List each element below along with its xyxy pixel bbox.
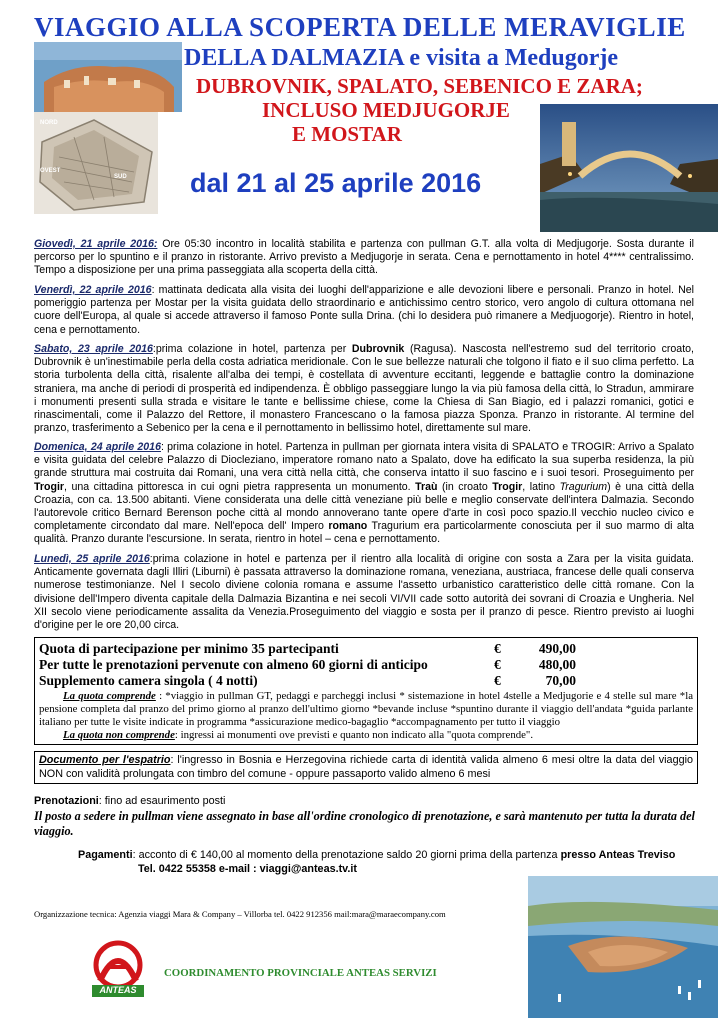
organizer-info: Organizzazione tecnica: Agenzia viaggi Mara & Company – Villorba tel. 0422 912356 mail:mara@maraecompany.com <box>34 909 446 919</box>
day-3-dubrovnik: Dubrovnik <box>351 343 405 355</box>
price-row-base-label: Quota di partecipazione per minimo 35 partecipanti <box>39 641 339 656</box>
day-3-text-b: (Ragusa). Nascosta nell'estremo sud del territorio croato, Dubrovnik è un'inestimabile perla della costa adriatica meridionale. Con le sue bellezze naturali che tolgono il fiato e il suo clima perfetto. La storia turbolenta della città, risalente all'alba dei tempi, è costellata di avventure eccitanti, leggende e battaglie contro la dominazione straniera, ma anche di periodi di prosperità ed indipendenza. È obbligo passeggiare lungo la via più famosa della città, lo Stradun, ammirare i monumenti presenti sulla strada e visitare le tante e bellissime chiese, come la Chiesa di San Biagio, ed i palazzi romanici, gotici e rinascimentali, come il Palazzo del Rettore, il monastero Francescano o la famosa piazza Sponza. Pranzo in ristorante. Al termine del pranzo, trasferimento a Sebenico per la cena e il pernottamento in bellissimo hotel, direttamente sul mare. <box>34 343 694 435</box>
day-4-text-f: Tragurium era particolarmente conosciuta per il suo marmo di alta qualità. Pranzo durante l'escursione. In serata, rientro in hotel – cena e pernottamento. <box>34 520 694 546</box>
price-excludes-label: La quota non comprende <box>63 729 175 741</box>
subtitle-mostar: E MOSTAR <box>292 122 402 146</box>
trogir-aerial-photo <box>528 876 718 1018</box>
day-4-romano: romano <box>328 520 368 533</box>
day-4-text-b: , una cittadina pittoresca in cui ogni pietra rappresenta un monumento. <box>64 480 416 493</box>
bookings-text: : fino ad esaurimento posti <box>98 795 226 807</box>
price-row-early-currency: € <box>494 657 501 672</box>
price-row-early-amount: 480,00 <box>538 657 576 672</box>
day-4-trogir-croato: Trogir <box>492 480 523 493</box>
price-row-single-currency: € <box>494 673 501 688</box>
day-4-text-e: ) è una città della Croazia, con ca. 13.500 abitanti. Viene considerata una delle città veneziane più belle e meglio conservate dell'intera Dalmazia. Secondo l'autorevole critico Bernard Berenson poche città al mondo annoverano tante opere d'arte in così poco spazio.Il vecchio nucleo civico e completamente circondato dal mare. Nell'epoca dell' Impero <box>34 480 695 533</box>
documents-text: : l'ingresso in Bosnia e Herzegovina richiede carta di identità valida almeno 6 mesi oltre la data del viaggio NON con validità prolungata con timbro del comune - oppure passaporto valido almeno 6 mesi <box>39 754 693 780</box>
day-1-text: Ore 05:30 incontro in località stabilita e partenza con pullman G.T. alla volta di Medjugorje. Sosta durante il percorso per lo spuntino e il pranzo in ristorante. Arrivo previsto a Medjugorje in serata. Cena e pernottamento in hotel 4**** centralissimo. Tempo a disposizione per una prima passeggiata alla scoperta della città. <box>34 238 694 277</box>
day-5-text: :prima colazione in hotel e partenza per il rientro alla località di origine con sosta a Zara per la visita guidata. Anticamente governata dagli Illiri (Liburni) è passata attraverso la dominazione romana, veneziana, austriaca, francese delle quali conserva numerose testimonianze. Nel I secolo diviene colonia romana e assume l'assetto urbanistico caratteristico delle città romane. Con la divisione dell'Impero diventa capitale della Dalmazia Bizantina e nei secoli VI/VII cade sotto autorità dei sovrani di Croazia e Ungheria. Nel XII secolo viene periodicamente assalita da Venezia.Proseguimento del viaggio e sosta per il pranzo di pesce. Rientro previsto ai luoghi d'origine per le ore 20,00 circa. <box>34 553 695 632</box>
pricing-box <box>34 637 698 745</box>
day-5-label: Lunedì, 25 aprile 2016 <box>34 553 150 565</box>
anteas-logo <box>86 935 150 999</box>
map-label-sud: SUD <box>114 174 127 180</box>
bookings <box>34 795 704 807</box>
payments-text: : acconto di € 140,00 al momento della prenotazione saldo 20 giorni prima della partenza <box>132 849 561 861</box>
subtitle-cities: DUBROVNIK, SPALATO, SEBENICO E ZARA; <box>196 74 643 98</box>
price-excludes <box>35 729 697 742</box>
payments-contact: Tel. 0422 55358 e-mail : viaggi@anteas.tv.it <box>138 863 357 875</box>
price-row-single <box>35 673 697 689</box>
payments-location: presso Anteas Treviso <box>560 849 676 861</box>
bookings-note: Il posto a sedere in pullman viene assegnato in base all'ordine cronologico di prenotazione, e sarà mantenuto per tutta la durata del viaggio. <box>34 809 695 838</box>
day-4-text-d: , latino <box>522 480 560 493</box>
map-label-nord: NORD <box>40 120 58 126</box>
price-includes-label: La quota comprende <box>63 690 156 702</box>
day-4-tragurium: Tragurium <box>559 480 608 493</box>
documents-label: Documento per l'espatrio <box>39 754 171 766</box>
price-includes-text: : *viaggio in pullman GT, pedaggi e parcheggi inclusi * sistemazione in hotel 4stelle a Medjugorie e 4 stelle sul mare *la pensione completa dal pranzo del primo giorno al pranzo dell'ultimo giorno *bevande incluse *spuntino durante il viaggio dell'andata *guida parlante italiano per tutte le visite indicate in programma *assicurazione medico-bagaglio *accompagnamento per tutto il viaggio <box>39 690 693 728</box>
price-excludes-text: : ingressi ai monumenti ove previsti e quanto non indicato alla "quota comprende". <box>174 729 534 741</box>
price-row-single-amount: 70,00 <box>545 673 576 688</box>
day-4-trogir: Trogir <box>34 480 65 493</box>
day-4-text-c: (in croato <box>437 480 493 493</box>
payments-label: Pagamenti <box>78 849 133 861</box>
day-4-text-a: : prima colazione in hotel. Partenza in pullman per giornata intera visita di SPALATO e TROGIR: Arrivo a Spalato e visita guidata del celebre Palazzo di Diocleziano, imperatore romano nato a Spalato, dove ha edificato la sua superba residenza, la più grande struttura mai costruita dai Romani, una vera città nella città, che conserva intatto il suo fascino e i suoi tesori. Proseguimento per <box>34 441 694 480</box>
map-label-ovest: OVEST <box>40 168 61 174</box>
price-row-base <box>35 641 697 657</box>
main-title: VIAGGIO ALLA SCOPERTA DELLE MERAVIGLIE <box>34 12 686 42</box>
day-2 <box>34 284 694 337</box>
day-4-label: Domenica, 24 aprile 2016 <box>34 441 161 453</box>
day-3-label: Sabato, 23 aprile 2016 <box>34 343 153 355</box>
day-3-text-a: :prima colazione in hotel, partenza per <box>152 343 352 355</box>
price-row-base-currency: € <box>494 641 501 656</box>
price-row-single-label: Supplemento camera singola ( 4 notti) <box>39 673 258 688</box>
day-3 <box>34 343 694 435</box>
bookings-label: Prenotazioni <box>34 795 99 807</box>
price-row-early-label: Per tutte le prenotazioni pervenute con almeno 60 giorni di anticipo <box>39 657 428 672</box>
day-1 <box>34 238 694 278</box>
dubrovnik-photo <box>34 42 182 112</box>
subtitle-medjugorje: INCLUSO MEDJUGORJE <box>262 98 510 122</box>
day-2-text: : mattinata dedicata alla visita dei luoghi dell'apparizione e alle devozioni libere e personali. Pranzo in hotel. Nel pomeriggio partenza per Mostar per la visita guidata dello straordinario e antichissimo centro storico, vero angolo di cultura ottomana nel cuore dell'Europa, al quale si accede attraverso il famoso Ponte sulla Drina. (chi lo desidera può rimanere a Medjuogorje). Rientro in hotel, cena e pernottamento. <box>34 284 694 336</box>
day-1-label: Giovedì, 21 aprile 2016: <box>34 238 158 250</box>
main-title-medugorje: e visita a Medugorje <box>403 45 618 71</box>
price-row-early <box>35 657 697 673</box>
day-2-label: Venerdì, 22 aprile 2016 <box>34 284 152 296</box>
price-row-base-amount: 490,00 <box>538 641 576 656</box>
main-title-dalmazia: DELLA DALMAZIA <box>184 45 404 71</box>
price-includes <box>35 689 697 729</box>
dubrovnik-map <box>34 112 158 214</box>
payments <box>78 849 718 861</box>
documents-box <box>34 751 698 784</box>
coordination-text: COORDINAMENTO PROVINCIALE ANTEAS SERVIZI <box>164 967 437 979</box>
mostar-bridge-photo <box>540 104 718 232</box>
trip-dates: dal 21 al 25 aprile 2016 <box>190 168 482 198</box>
day-4-trau: Traù <box>415 480 438 493</box>
day-4 <box>34 441 694 547</box>
day-5 <box>34 553 694 632</box>
anteas-logo-text: ANTEAS <box>99 985 137 995</box>
main-title-line2 <box>184 45 618 72</box>
